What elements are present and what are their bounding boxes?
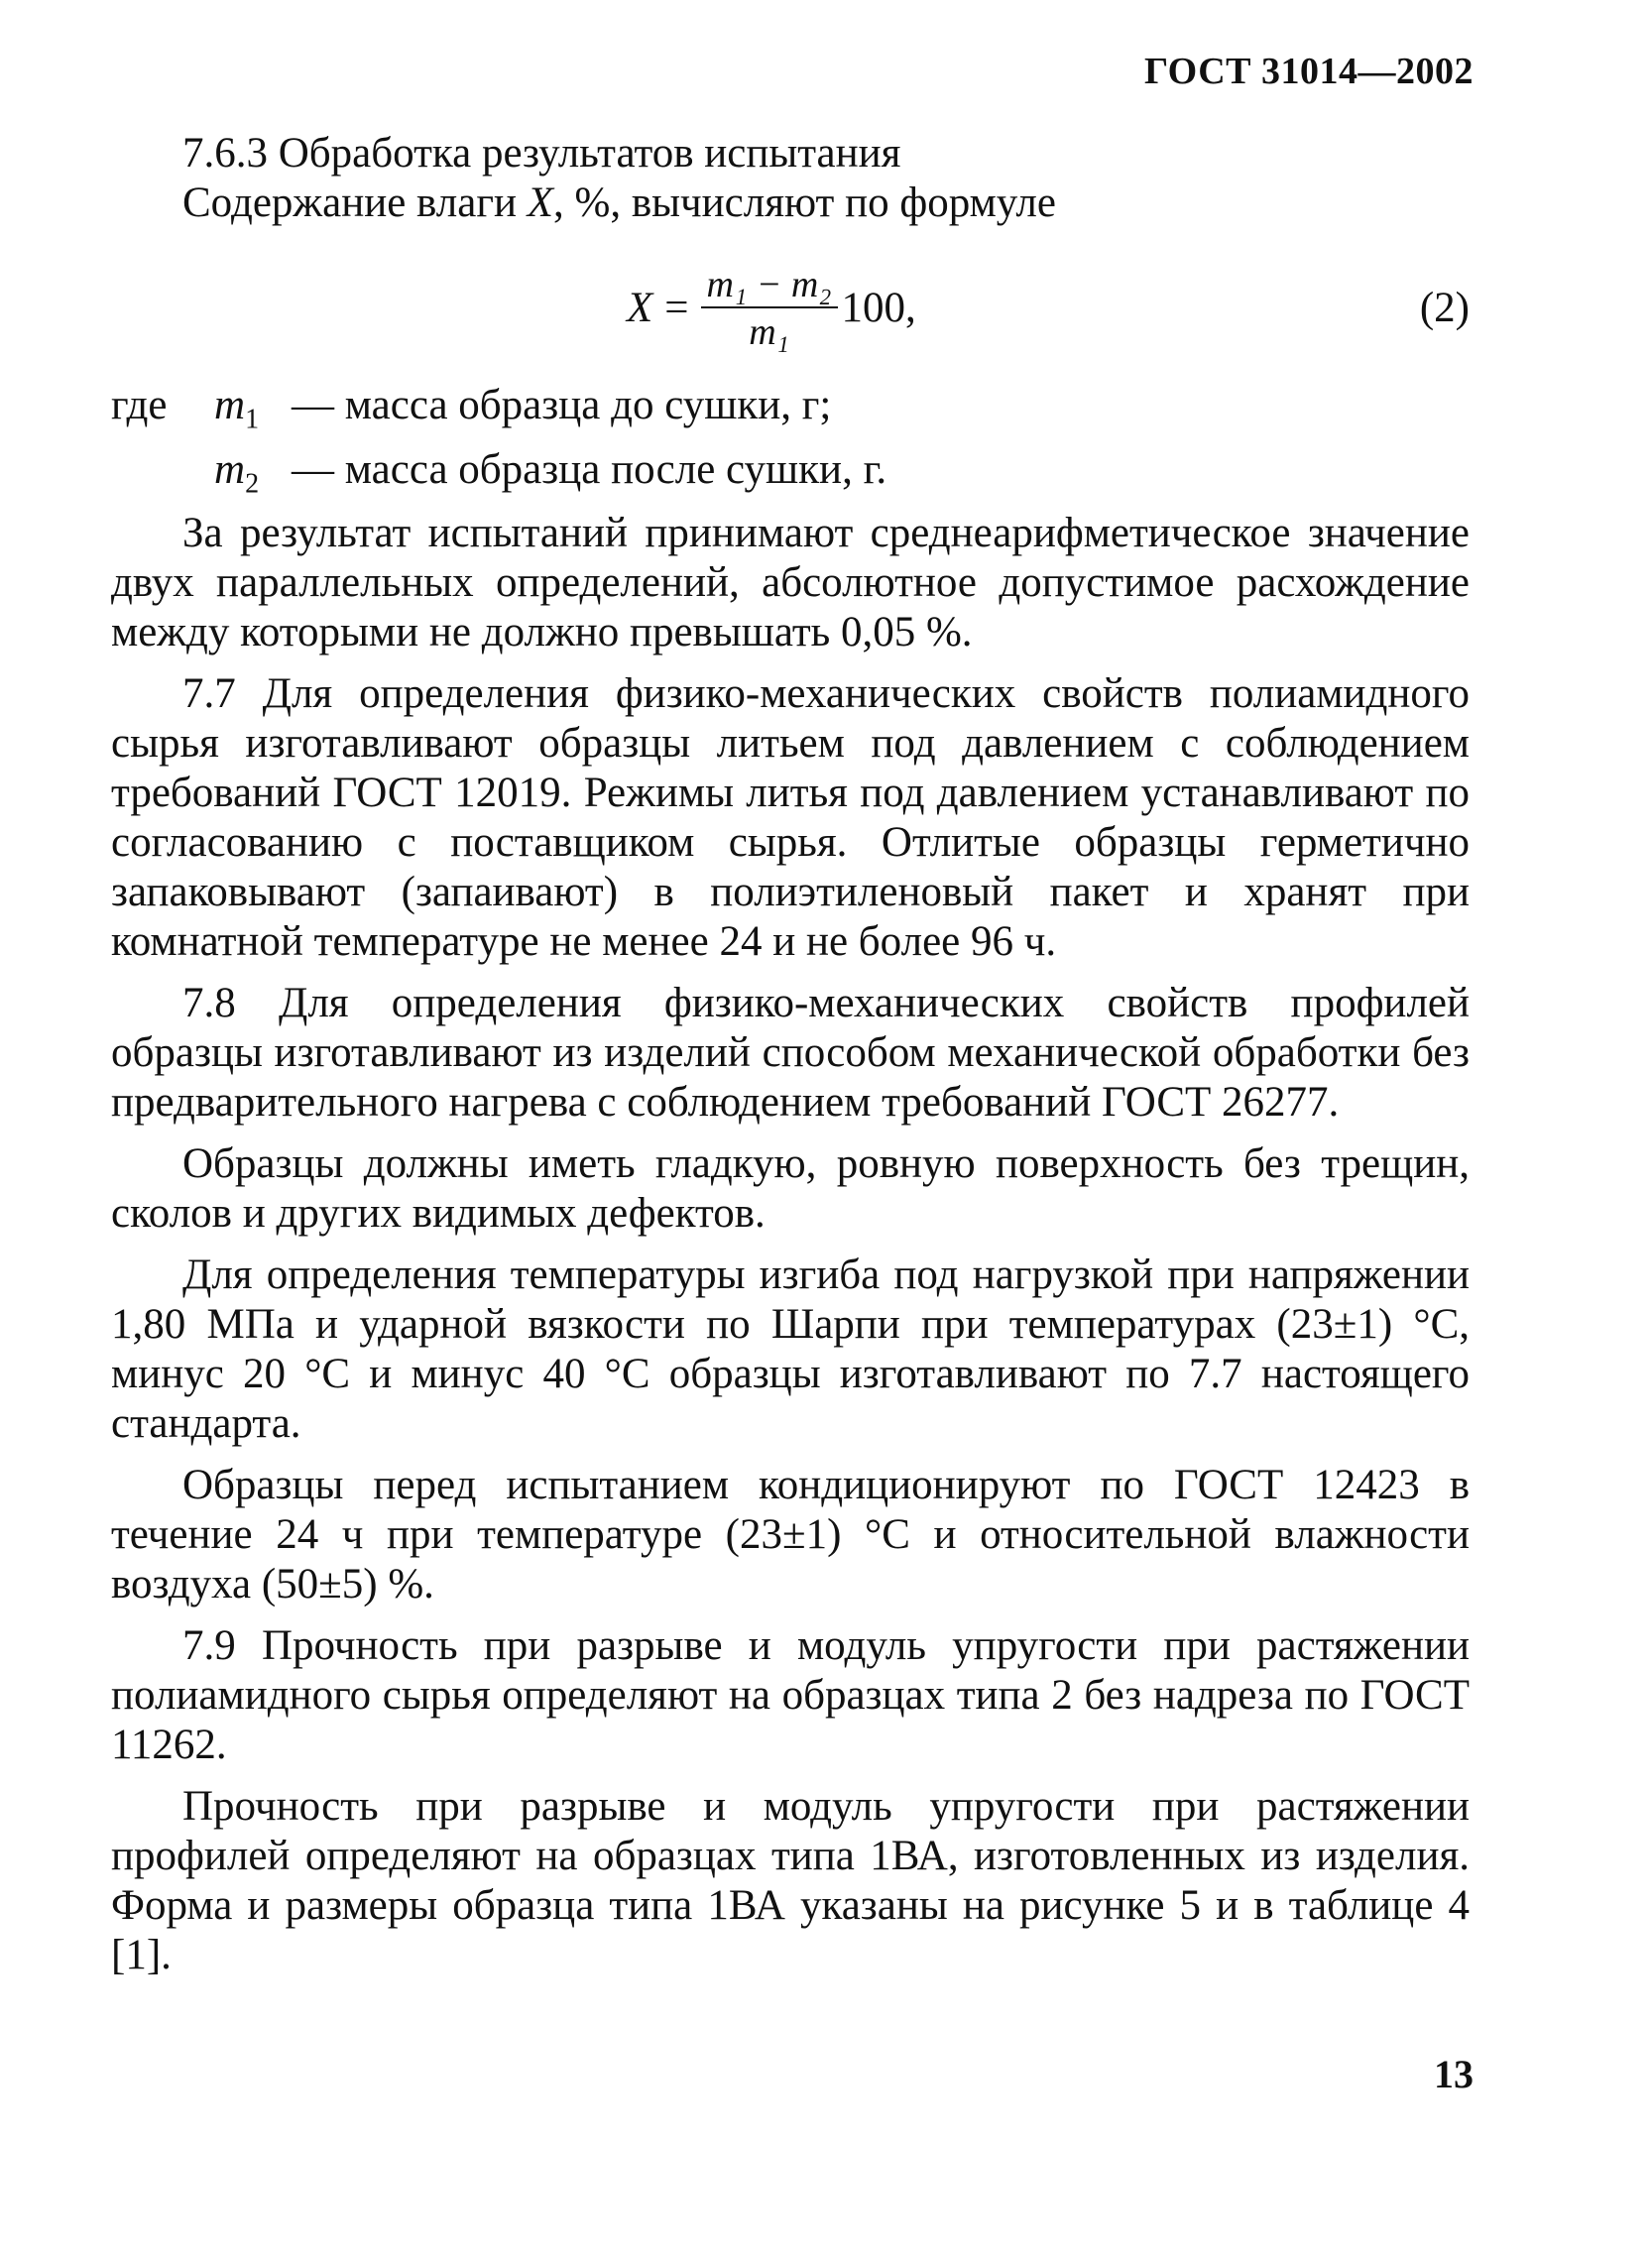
formula-intro-post: , %, вычисляют по формуле xyxy=(553,179,1056,226)
where-symbol-2-sub: 2 xyxy=(245,468,260,500)
where-item-1 xyxy=(111,381,1470,445)
formula-intro xyxy=(111,179,1470,228)
where-symbol-1 xyxy=(214,381,292,445)
section-7-9-paragraph: 7.9 Прочность при разрыве и модуль упругости при растяжении полиамидного сырья определяют на образцах типа 2 без надреза по ГОСТ 11262. xyxy=(111,1622,1470,1769)
where-text-1: — масса образца до сушки, г; xyxy=(292,382,832,428)
section-7-8-conditioning-paragraph: Образцы перед испытанием кондиционируют по ГОСТ 12423 в течение 24 ч при температуре (23±1) °С и относительной влажности воздуха (50±5) %. xyxy=(111,1462,1470,1608)
formula-intro-variable: X xyxy=(527,179,554,226)
where-symbol-2 xyxy=(214,445,292,510)
formula-block xyxy=(111,254,1470,373)
section-7-8-temperature-paragraph: Для определения температуры изгиба под нагрузкой при напряжении 1,80 МПа и ударной вязкости по Шарпи при температурах (23±1) °С, минус 20 °С и минус 40 °С образцы изготавливают по 7.7 настоящего стандарта. xyxy=(111,1251,1470,1448)
section-7-6-3-title: 7.6.3 Обработка результатов испытания xyxy=(182,130,901,177)
moisture-formula xyxy=(627,254,916,363)
where-symbol-1-letter: m xyxy=(214,382,246,428)
formula-intro-pre: Содержание влаги xyxy=(182,179,528,226)
where-symbol-1-sub: 1 xyxy=(245,404,260,435)
page-number: 13 xyxy=(1434,2052,1474,2096)
section-7-8-paragraph: 7.8 Для определения физико-механических свойств профилей образцы изготавливают из изделий способом механической обработки без предварительного нагрева с соблюдением требований ГОСТ 26277. xyxy=(111,980,1470,1127)
where-label-spacer xyxy=(111,445,214,510)
formula-numerator: m₁ − m₂ xyxy=(701,265,838,308)
formula-lhs: X xyxy=(627,285,653,331)
formula-multiplier: 100, xyxy=(841,285,916,331)
where-label: где xyxy=(111,382,168,428)
section-7-8-surface-paragraph: Образцы должны иметь гладкую, ровную поверхность без трещин, сколов и других видимых дефектов. xyxy=(111,1140,1470,1238)
where-item-2 xyxy=(111,445,1470,510)
where-symbol-2-letter: m xyxy=(214,445,246,493)
section-7-7-paragraph: 7.7 Для определения физико-механических свойств полиамидного сырья изготавливают образцы литьем под давлением с соблюдением требований ГОСТ 12019. Режимы литья под давлением устанавливают по согласованию с поставщиком сырья. Отлитые образцы герметично запаковывают (запаивают) в полиэтиленовый пакет и хранят при комнатной температуре не менее 24 и не более 96 ч. xyxy=(111,670,1470,966)
formula-fraction xyxy=(701,265,838,352)
formula-denominator: m₁ xyxy=(749,311,789,353)
section-7-9-profiles-paragraph: Прочность при разрыве и модуль упругости при растяжении профилей определяют на образцах типа 1ВА, изготовленных из изделия. Форма и размеры образца типа 1ВА указаны на рисунке 5 и в таблице 4 [1]. xyxy=(111,1783,1470,1979)
document-code: ГОСТ 31014—2002 xyxy=(1143,51,1474,92)
where-text-2: — масса образца после сушки, г. xyxy=(292,445,887,493)
formula-number: (2) xyxy=(1419,285,1470,331)
page-body xyxy=(111,129,1470,1980)
formula-equals: = xyxy=(664,285,689,331)
result-paragraph: За результат испытаний принимают среднеарифметическое значение двух параллельных определений, абсолютное допустимое расхождение между которыми не должно превышать 0,05 %. xyxy=(111,510,1470,656)
